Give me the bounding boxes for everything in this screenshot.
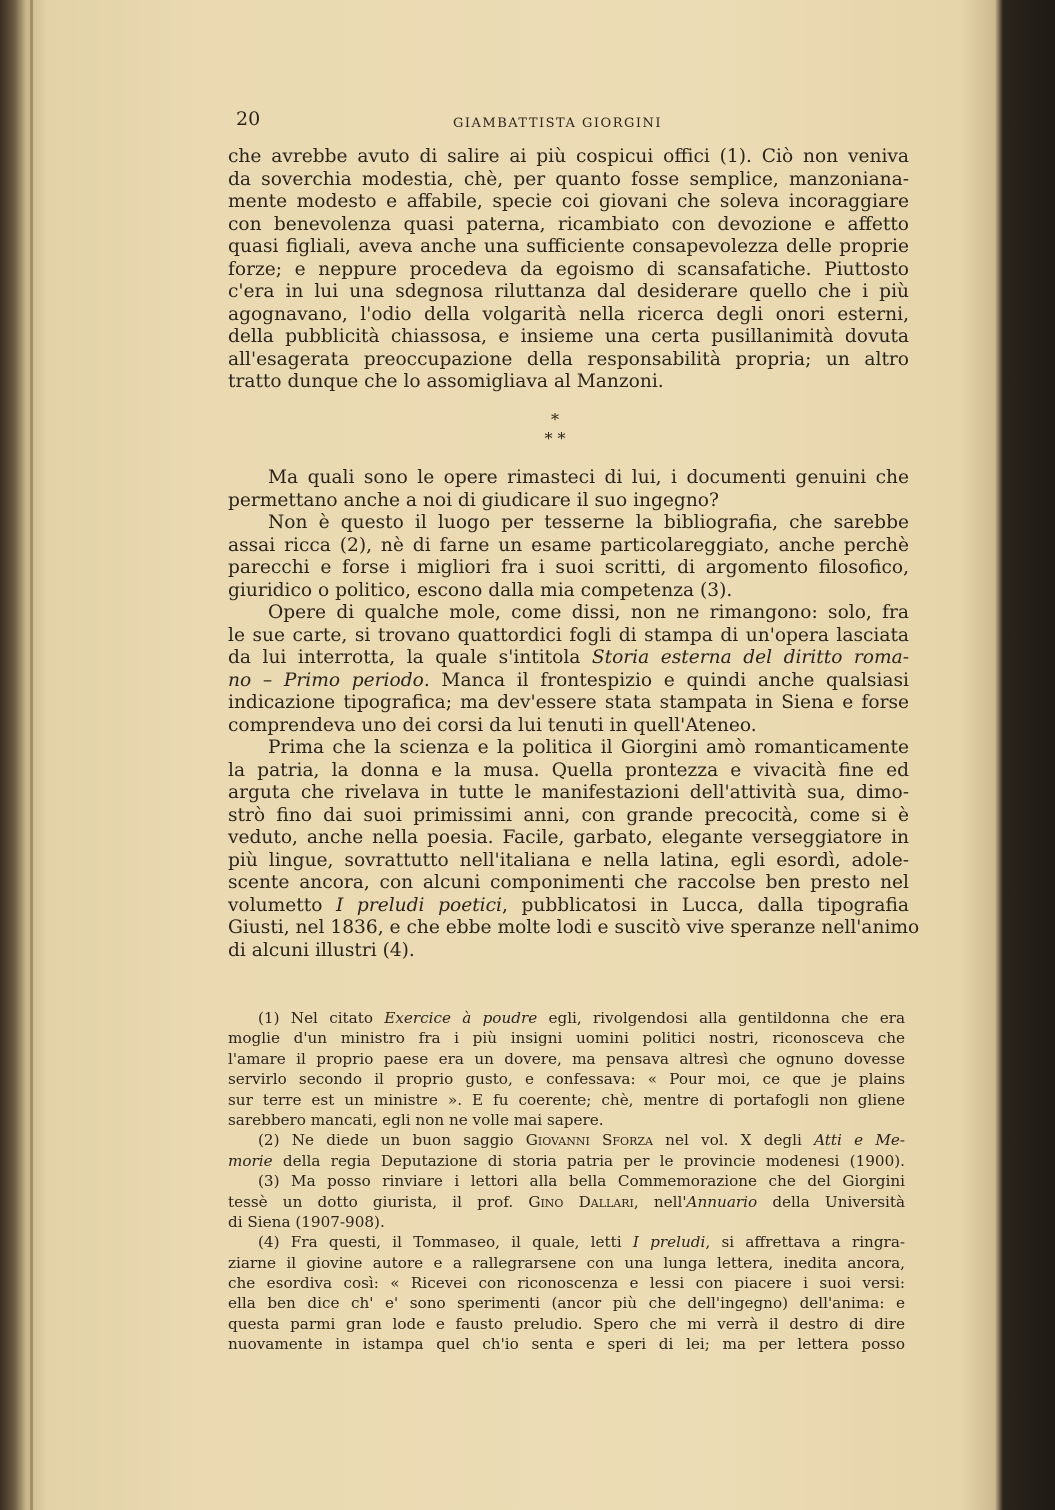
text-segment: Giusti, nel 1836, e che ebbe molte lodi e suscitò vive speranze nell'animo xyxy=(228,917,920,938)
text-segment: egli, rivolgendosi alla gentildonna che era xyxy=(537,1009,905,1027)
text-line xyxy=(228,782,909,805)
italic-title: Annuario xyxy=(686,1192,758,1211)
text-segment: di alcuni illustri (4). xyxy=(228,939,415,961)
text-segment: . Manca il frontespizio e quindi anche qualsiasi xyxy=(423,669,909,691)
text-line xyxy=(228,349,909,372)
text-segment: da lui interrotta, la quale s'intitola xyxy=(228,647,592,668)
text-line xyxy=(228,872,909,895)
text-line xyxy=(228,259,909,282)
italic-title: I preludi xyxy=(632,1233,706,1252)
text-segment: nuovamente in istampa quel ch'io senta e speri di lei; ma per lettera posso xyxy=(228,1335,905,1354)
text-segment: Prima che la scienza e la politica il Giorgini amò romanticamente xyxy=(268,737,909,758)
asterism-separator xyxy=(535,410,575,448)
text-line xyxy=(228,535,909,558)
text-segment: strò fino dai suoi primissimi anni, con grande precocità, come si è xyxy=(228,804,909,826)
text-segment: che esordiva così: « Ricevei con riconoscenza e lessi con piacere i suoi versi: xyxy=(228,1274,905,1293)
text-line xyxy=(228,895,909,918)
text-segment: Non è questo il luogo per tesserne la bibliografia, che sarebbe xyxy=(268,512,909,533)
text-segment: (2) Ne diede un buon saggio xyxy=(258,1131,526,1150)
text-line xyxy=(228,236,909,259)
text-segment: sarebbero mancati, egli non ne volle mai sapere. xyxy=(228,1110,604,1129)
text-segment: Opere di qualche mole, come dissi, non ne rimangono: solo, fra xyxy=(268,602,909,623)
footnote-line xyxy=(228,1151,905,1171)
text-line xyxy=(228,737,909,760)
text-line xyxy=(228,304,909,327)
author-name: Gino Dallari xyxy=(528,1192,634,1211)
page-binding-edge xyxy=(30,0,33,1510)
text-segment: con benevolenza quasi paterna, ricambiato con devozione e affetto xyxy=(228,213,909,235)
asterism-top: * xyxy=(551,410,559,429)
running-title: GIAMBATTISTA GIORGINI xyxy=(452,116,663,131)
text-line xyxy=(228,805,909,828)
footnote-line xyxy=(228,1110,905,1130)
text-segment: parecchi e forse i migliori fra i suoi scritti, di argomento filosofico, xyxy=(228,557,909,578)
asterism-bottom: * * xyxy=(544,429,566,448)
text-segment: (4) Fra questi, il Tommaseo, il quale, letti xyxy=(258,1233,633,1252)
text-segment: volumetto xyxy=(228,894,336,916)
text-segment: (3) Ma posso rinviare i lettori alla bella Commemorazione che del Giorgini xyxy=(258,1172,905,1191)
footnote-line xyxy=(228,1069,905,1089)
italic-title: no – Primo periodo xyxy=(228,669,424,691)
text-segment: da soverchia modestia, chè, per quanto fosse semplice, manzoniana- xyxy=(228,168,909,190)
text-segment: ella ben dice ch' e' sono sperimenti (ancor più che dell'ingegno) dell'anima: e xyxy=(228,1294,905,1313)
page-number: 20 xyxy=(236,108,261,130)
text-segment: ziarne il giovine autore e a rallegrarsene con una lunga lettera, inedita ancora, xyxy=(228,1253,905,1272)
text-line xyxy=(228,715,909,738)
text-line xyxy=(228,625,909,648)
text-segment: questa parmi gran lode e fausto preludio. Spero che mi verrà il destro di dire xyxy=(228,1314,905,1333)
text-line xyxy=(228,214,909,237)
text-segment: giuridico o politico, escono dalla mia competenza (3). xyxy=(228,579,733,601)
text-line xyxy=(228,467,909,490)
text-segment: , pubblicatosi in Lucca, dalla tipografia xyxy=(501,894,909,916)
footnote-line xyxy=(228,1028,905,1048)
text-segment: di Siena (1907-908). xyxy=(228,1212,385,1231)
text-line xyxy=(228,602,909,625)
text-segment: la patria, la donna e la musa. Quella prontezza e vivacità fine ed xyxy=(228,759,909,781)
footnote-line xyxy=(228,1334,905,1354)
text-line xyxy=(228,760,909,783)
text-segment: moglie d'un ministro fra i più insigni uomini politici nostri, riconosceva che xyxy=(228,1029,905,1048)
text-line xyxy=(228,371,909,394)
footnote-line xyxy=(228,1314,905,1334)
text-segment: (1) Nel citato xyxy=(258,1009,385,1027)
text-segment: assai ricca (2), nè di farne un esame particolareggiato, anche perchè xyxy=(228,534,909,556)
text-segment: quasi figliali, aveva anche una sufficiente consapevolezza delle proprie xyxy=(228,236,909,257)
text-segment: servirlo secondo il proprio gusto, e confessava: « Pour moi, ce que je plains xyxy=(228,1070,905,1089)
footnote-line xyxy=(228,1130,905,1150)
text-segment: , si affrettava a ringra- xyxy=(705,1233,906,1252)
italic-title: I preludi poetici xyxy=(336,894,502,916)
text-segment: mente modesto e affabile, specie coi giovani che soleva incoraggiare xyxy=(228,191,909,212)
italic-title: morie xyxy=(228,1151,273,1170)
text-line xyxy=(228,326,909,349)
text-segment: della regia Deputazione di storia patria per le provincie modenesi (1900). xyxy=(272,1151,905,1170)
text-segment: indicazione tipografica; ma dev'essere stata stampata in Siena e forse xyxy=(228,692,909,713)
text-line xyxy=(228,692,909,715)
text-segment: all'esagerata preoccupazione della responsabilità propria; un altro xyxy=(228,348,909,370)
text-segment: scente ancora, con alcuni componimenti che raccolse ben presto nel xyxy=(228,872,909,893)
text-line xyxy=(228,917,920,940)
text-segment: agognavano, l'odio della volgarità nella ricerca degli onori esterni, xyxy=(228,303,909,325)
text-line xyxy=(228,647,909,670)
text-line xyxy=(228,850,909,873)
text-segment: l'amare il proprio paese era un dovere, ma pensava altresì che ognuno dovesse xyxy=(228,1049,905,1068)
text-segment: Ma quali sono le opere rimasteci di lui, i documenti genuini che xyxy=(268,467,909,488)
text-segment: tratto dunque che lo assomigliava al Manzoni. xyxy=(228,371,664,392)
text-line xyxy=(228,580,909,603)
text-segment: nel vol. X degli xyxy=(652,1131,815,1150)
italic-title: Exercice à poudre xyxy=(384,1009,538,1027)
text-segment: , nell' xyxy=(633,1192,687,1211)
body-text-section-2 xyxy=(228,467,920,962)
text-segment: forze; e neppure procedeva da egoismo di scansafatiche. Piuttosto xyxy=(228,258,909,280)
text-segment: che avrebbe avuto di salire ai più cospicui offici (1). Ciò non veniva xyxy=(228,146,909,167)
text-segment: più lingue, sovrattutto nell'italiana e nella latina, egli esordì, adole- xyxy=(228,849,909,871)
footnote-line xyxy=(228,1212,905,1232)
footnote-line xyxy=(228,1293,905,1313)
text-line xyxy=(228,557,909,580)
footnote-line xyxy=(228,1049,905,1069)
author-name: Giovanni Sforza xyxy=(525,1131,653,1150)
footnote-line xyxy=(228,1192,905,1212)
text-segment: comprendeva uno dei corsi da lui tenuti in quell'Ateneo. xyxy=(228,714,757,736)
italic-title: Storia esterna del diritto roma- xyxy=(591,647,909,668)
text-segment: arguta che rivelava in tutte le manifestazioni dell'attività sua, dimo- xyxy=(228,782,909,803)
text-line xyxy=(228,670,909,693)
text-segment: della pubblicità chiassosa, e insieme una certa pusillanimità dovuta xyxy=(228,326,909,347)
text-line xyxy=(228,940,909,963)
footnote-line xyxy=(228,1253,905,1273)
text-line xyxy=(228,512,909,535)
footnote-line xyxy=(228,1008,905,1028)
text-line xyxy=(228,281,909,304)
text-segment: della Università xyxy=(757,1192,906,1211)
text-segment: veduto, anche nella poesia. Facile, garbato, elegante verseggiatore in xyxy=(228,827,909,848)
footnote-line xyxy=(228,1232,905,1252)
text-line xyxy=(228,169,909,192)
text-line xyxy=(228,146,909,169)
text-segment: le sue carte, si trovano quattordici fogli di stampa di un'opera lasciata xyxy=(228,624,909,646)
text-line xyxy=(228,490,909,513)
footnotes xyxy=(228,1008,905,1355)
text-segment: tessè un dotto giurista, il prof. xyxy=(228,1192,529,1211)
text-line xyxy=(228,191,909,214)
text-segment: sur terre est un ministre ». E fu coerente; chè, mentre di portafogli non gliene xyxy=(228,1090,905,1109)
italic-title: Atti e Me- xyxy=(814,1131,905,1150)
text-line xyxy=(228,827,909,850)
footnote-line xyxy=(228,1171,905,1191)
footnote-line xyxy=(228,1273,905,1293)
text-segment: permettano anche a noi di giudicare il suo ingegno? xyxy=(228,489,719,511)
body-text-section-1 xyxy=(228,146,909,394)
text-segment: c'era in lui una sdegnosa riluttanza dal desiderare quello che i più xyxy=(228,281,909,302)
footnote-line xyxy=(228,1090,905,1110)
